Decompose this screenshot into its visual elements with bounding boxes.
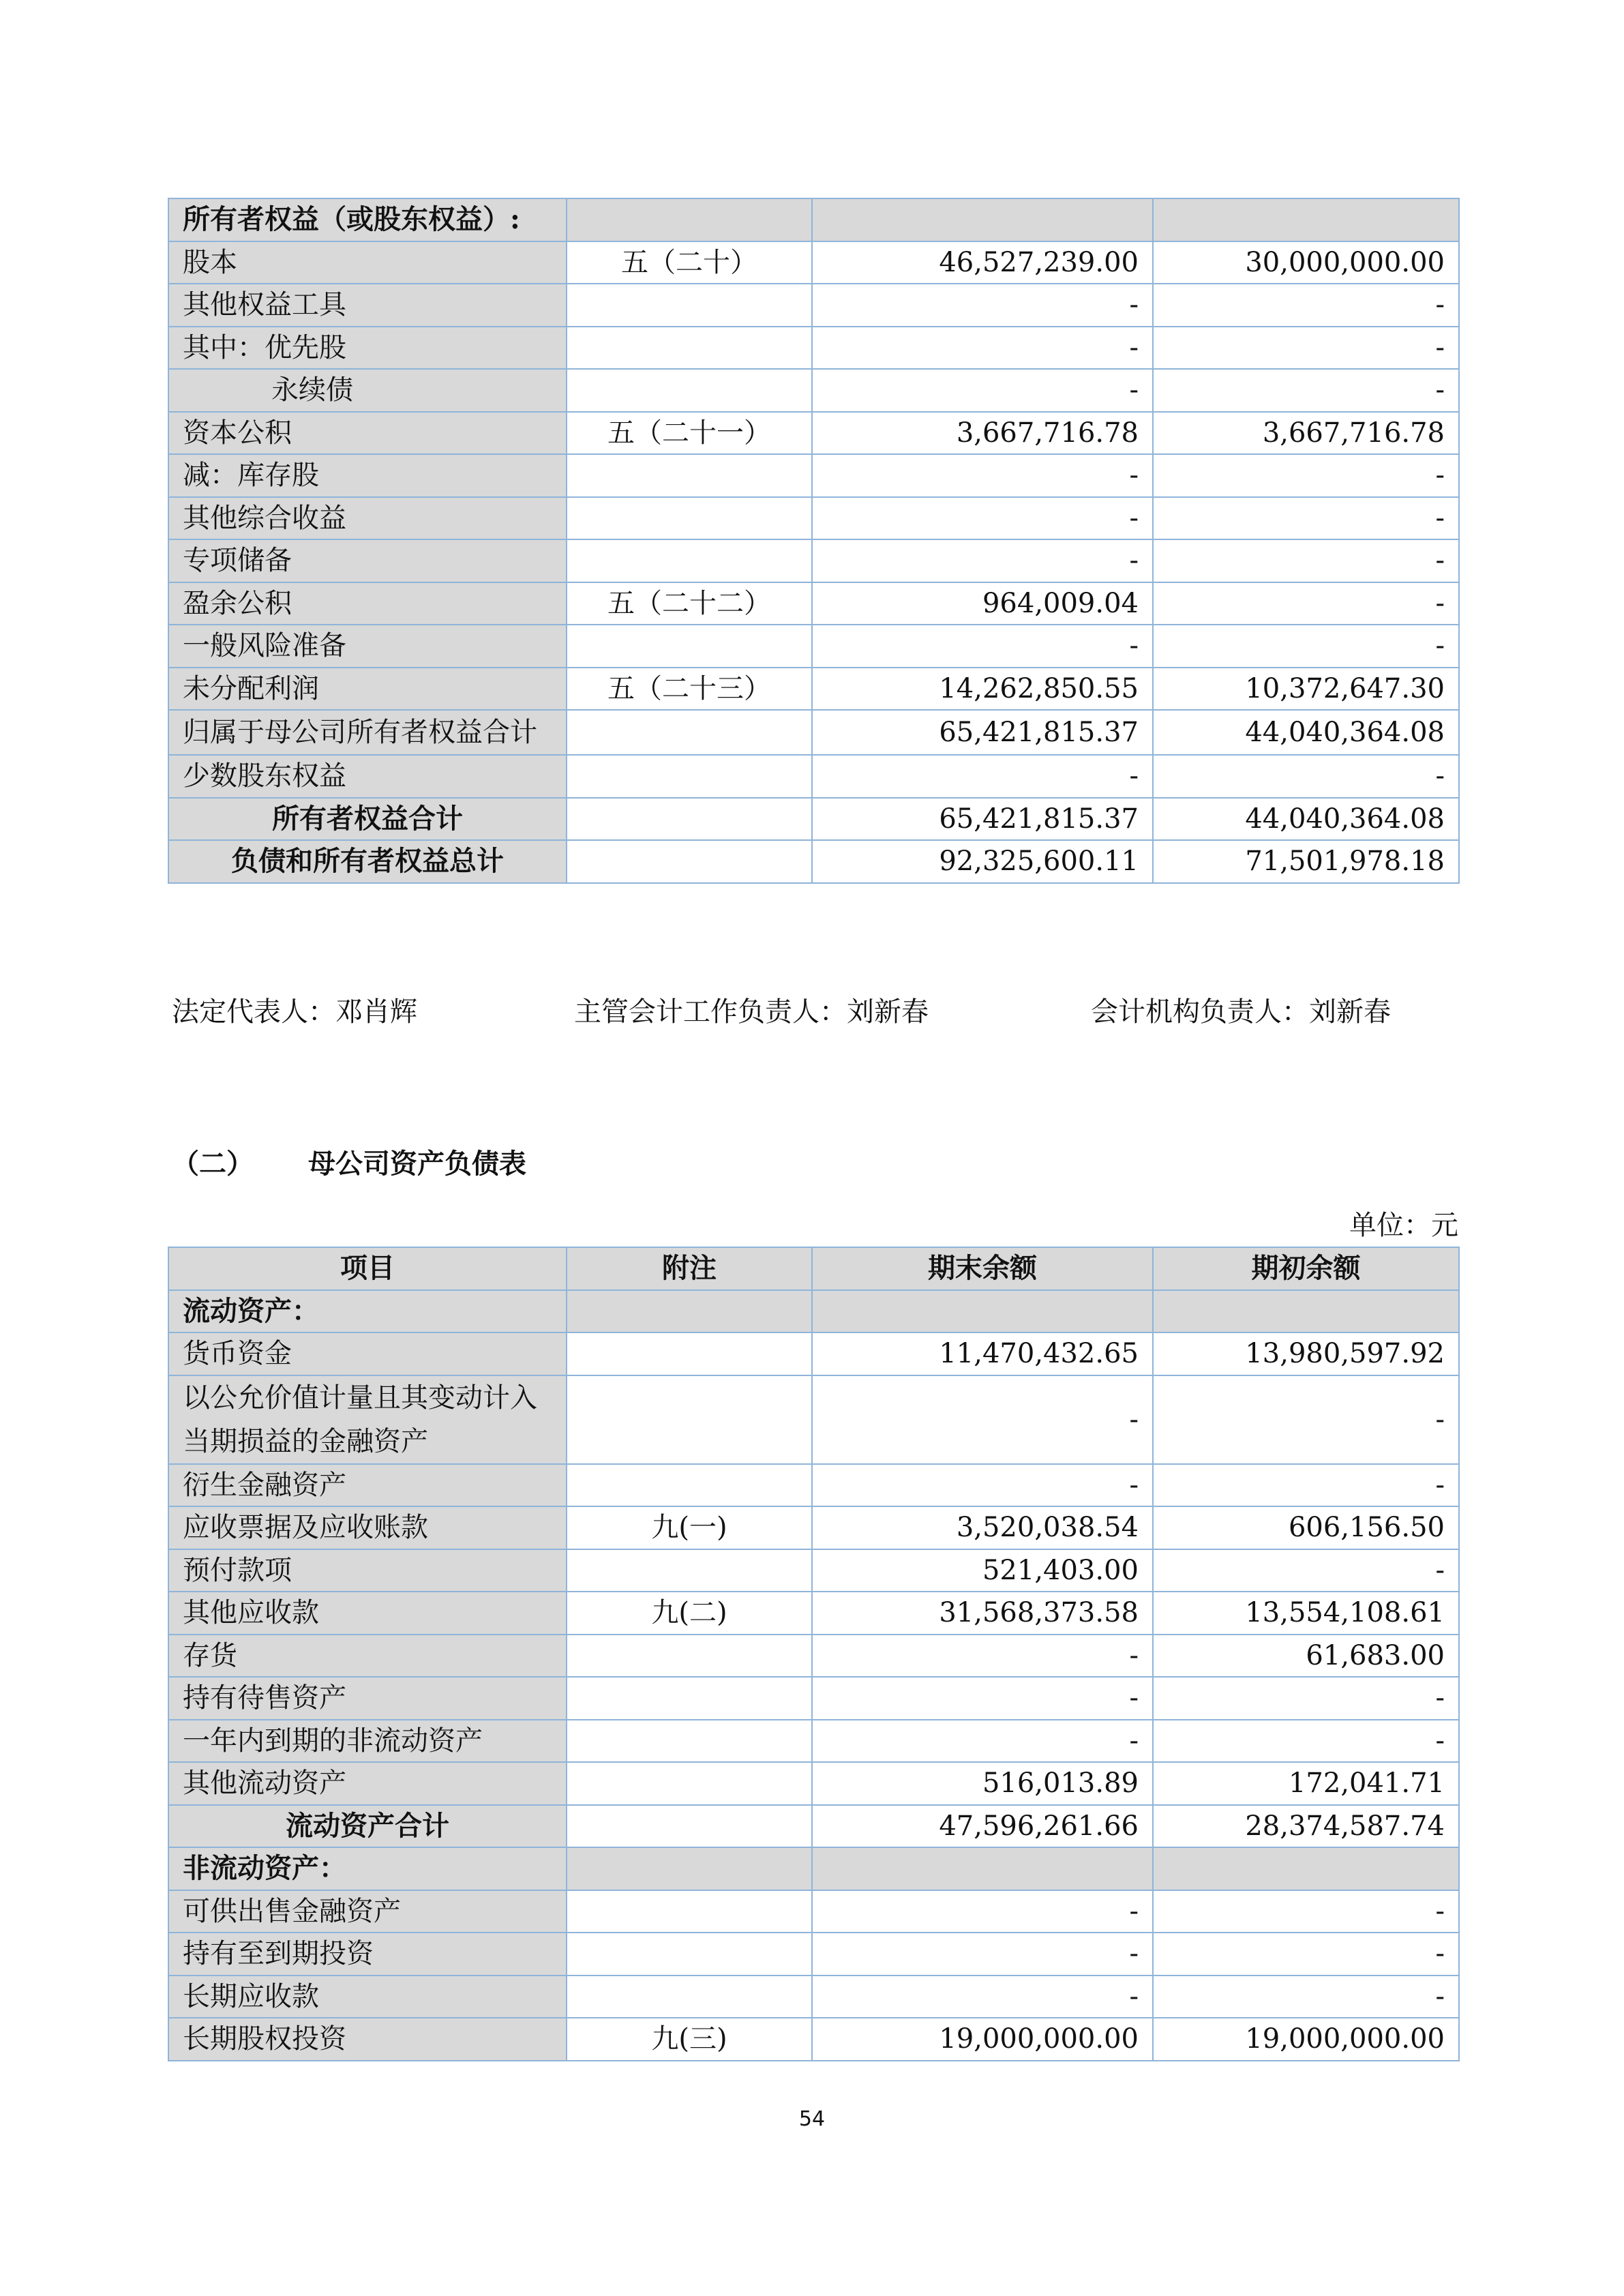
cell-item: 所有者权益（或股东权益）: [168, 198, 567, 241]
cell-end: - [812, 1890, 1153, 1933]
header-begin-balance: 期初余额 [1153, 1247, 1459, 1290]
table-row [168, 755, 1459, 798]
cell-item: 以公允价值计量且其变动计入当期损益的金融资产 [168, 1375, 567, 1464]
cell-note [567, 1890, 812, 1933]
cell-end: - [812, 284, 1153, 327]
cell-note [567, 284, 812, 327]
cell-begin: - [1153, 1549, 1459, 1592]
cell-item: 归属于母公司所有者权益合计 [168, 710, 567, 755]
cell-item: 少数股东权益 [168, 755, 567, 798]
cell-item: 持有至到期投资 [168, 1933, 567, 1976]
cell-item: 专项储备 [168, 539, 567, 582]
cell-item: 其中：优先股 [168, 327, 567, 370]
cell-begin: 19,000,000.00 [1153, 2018, 1459, 2061]
cell-end: - [812, 1464, 1153, 1507]
cell-begin: - [1153, 582, 1459, 625]
balance-sheet-table-body [168, 1290, 1459, 2061]
cell-end: - [812, 755, 1153, 798]
table-row [168, 1976, 1459, 2018]
cell-item: 资本公积 [168, 412, 567, 455]
equity-table-body [168, 198, 1459, 883]
cell-item: 一般风险准备 [168, 625, 567, 668]
cell-begin: 61,683.00 [1153, 1635, 1459, 1678]
table-row [168, 454, 1459, 497]
cell-begin: - [1153, 1933, 1459, 1976]
cell-end: - [812, 1635, 1153, 1678]
cell-item: 长期应收款 [168, 1976, 567, 2018]
table-row [168, 198, 1459, 241]
cell-note [567, 1290, 812, 1333]
cell-end: 31,568,373.58 [812, 1592, 1153, 1635]
cell-item: 持有待售资产 [168, 1677, 567, 1720]
header-note: 附注 [567, 1247, 812, 1290]
cell-note [567, 1933, 812, 1976]
table-row [168, 710, 1459, 755]
cell-item: 预付款项 [168, 1549, 567, 1592]
cell-begin: - [1153, 1464, 1459, 1507]
cell-end: 14,262,850.55 [812, 668, 1153, 711]
cell-item: 减：库存股 [168, 454, 567, 497]
table-header-row [168, 1247, 1459, 1290]
cell-end: 47,596,261.66 [812, 1805, 1153, 1848]
cell-note [567, 198, 812, 241]
cell-end: - [812, 327, 1153, 370]
cell-begin: - [1153, 1677, 1459, 1720]
accounting-head: 主管会计工作负责人：刘新春 [574, 996, 929, 1028]
table-row [168, 241, 1459, 284]
table-row [168, 412, 1459, 455]
cell-item: 可供出售金融资产 [168, 1890, 567, 1933]
cell-note [567, 1976, 812, 2018]
table-row [168, 1762, 1459, 1805]
cell-begin: - [1153, 454, 1459, 497]
cell-item: 非流动资产： [168, 1847, 567, 1890]
cell-begin: - [1153, 1976, 1459, 2018]
cell-begin: 30,000,000.00 [1153, 241, 1459, 284]
table-row [168, 1720, 1459, 1763]
section-heading [172, 1142, 526, 1181]
cell-item: 未分配利润 [168, 668, 567, 711]
cell-item: 衍生金融资产 [168, 1464, 567, 1507]
page-number: 54 [798, 2107, 826, 2131]
table-row [168, 1332, 1459, 1375]
section-number: （二） [172, 1148, 254, 1180]
cell-end: - [812, 1933, 1153, 1976]
cell-begin: 606,156.50 [1153, 1506, 1459, 1549]
cell-note [567, 1332, 812, 1375]
cell-end: - [812, 369, 1153, 412]
table-row [168, 1290, 1459, 1333]
cell-note: 九(一) [567, 1506, 812, 1549]
cell-begin: - [1153, 369, 1459, 412]
cell-begin: - [1153, 539, 1459, 582]
cell-item: 长期股权投资 [168, 2018, 567, 2061]
cell-note [567, 369, 812, 412]
cell-item: 一年内到期的非流动资产 [168, 1720, 567, 1763]
header-end-balance: 期末余额 [812, 1247, 1153, 1290]
cell-begin: - [1153, 755, 1459, 798]
cell-begin: 10,372,647.30 [1153, 668, 1459, 711]
cell-note: 五（二十一） [567, 412, 812, 455]
cell-end: - [812, 497, 1153, 540]
cell-item: 盈余公积 [168, 582, 567, 625]
cell-note [567, 1720, 812, 1763]
cell-note [567, 710, 812, 755]
cell-end: - [812, 1677, 1153, 1720]
cell-note [567, 755, 812, 798]
table-row [168, 1805, 1459, 1848]
cell-begin: 44,040,364.08 [1153, 798, 1459, 841]
cell-item: 永续债 [168, 369, 567, 412]
cell-note [567, 539, 812, 582]
cell-note [567, 1464, 812, 1507]
cell-end: 516,013.89 [812, 1762, 1153, 1805]
cell-end: - [812, 625, 1153, 668]
cell-item: 其他权益工具 [168, 284, 567, 327]
table-row [168, 1375, 1459, 1464]
cell-note [567, 1847, 812, 1890]
table-row [168, 1549, 1459, 1592]
cell-note: 五（二十二） [567, 582, 812, 625]
table-row [168, 1677, 1459, 1720]
unit-label: 单位：元 [1349, 1210, 1458, 1241]
cell-end: - [812, 1375, 1153, 1464]
cell-end: 11,470,432.65 [812, 1332, 1153, 1375]
table-row [168, 1592, 1459, 1635]
table-row [168, 840, 1459, 883]
cell-begin: 13,554,108.61 [1153, 1592, 1459, 1635]
cell-begin: 172,041.71 [1153, 1762, 1459, 1805]
cell-note [567, 1677, 812, 1720]
cell-end: 521,403.00 [812, 1549, 1153, 1592]
cell-item: 负债和所有者权益总计 [168, 840, 567, 883]
cell-end: - [812, 539, 1153, 582]
table-row [168, 668, 1459, 711]
cell-item: 应收票据及应收账款 [168, 1506, 567, 1549]
cell-end: - [812, 1976, 1153, 2018]
cell-begin: - [1153, 1720, 1459, 1763]
cell-item: 货币资金 [168, 1332, 567, 1375]
cell-note [567, 327, 812, 370]
cell-note [567, 798, 812, 841]
cell-note [567, 1805, 812, 1848]
table-row [168, 1933, 1459, 1976]
cell-begin [1153, 1847, 1459, 1890]
cell-begin: 44,040,364.08 [1153, 710, 1459, 755]
cell-note [567, 1635, 812, 1678]
cell-end: 46,527,239.00 [812, 241, 1153, 284]
cell-note [567, 497, 812, 540]
cell-begin: - [1153, 284, 1459, 327]
cell-begin: 3,667,716.78 [1153, 412, 1459, 455]
header-item: 项目 [168, 1247, 567, 1290]
accounting-org-head: 会计机构负责人：刘新春 [1091, 996, 1391, 1028]
cell-item: 其他应收款 [168, 1592, 567, 1635]
table-row [168, 798, 1459, 841]
cell-note [567, 840, 812, 883]
cell-note [567, 625, 812, 668]
cell-begin: 71,501,978.18 [1153, 840, 1459, 883]
cell-end: - [812, 454, 1153, 497]
cell-begin: - [1153, 1375, 1459, 1464]
cell-end [812, 1290, 1153, 1333]
cell-item: 所有者权益合计 [168, 798, 567, 841]
cell-note: 九(二) [567, 1592, 812, 1635]
table-row [168, 539, 1459, 582]
table-row [168, 327, 1459, 370]
cell-end: 964,009.04 [812, 582, 1153, 625]
table-row [168, 2018, 1459, 2061]
cell-begin: - [1153, 497, 1459, 540]
cell-item: 其他综合收益 [168, 497, 567, 540]
equity-table [168, 198, 1460, 884]
cell-note: 五（二十三） [567, 668, 812, 711]
cell-begin: - [1153, 1890, 1459, 1933]
table-row [168, 625, 1459, 668]
cell-note [567, 454, 812, 497]
cell-end [812, 198, 1153, 241]
table-row [168, 497, 1459, 540]
table-row [168, 1847, 1459, 1890]
balance-sheet-table [168, 1247, 1460, 2061]
cell-end: 3,667,716.78 [812, 412, 1153, 455]
cell-begin: - [1153, 625, 1459, 668]
cell-item: 流动资产： [168, 1290, 567, 1333]
table-row [168, 1635, 1459, 1678]
cell-end: 19,000,000.00 [812, 2018, 1153, 2061]
cell-item: 流动资产合计 [168, 1805, 567, 1848]
table-row [168, 1464, 1459, 1507]
legal-representative: 法定代表人：邓肖辉 [172, 996, 417, 1028]
cell-item: 存货 [168, 1635, 567, 1678]
cell-begin [1153, 198, 1459, 241]
table-row [168, 582, 1459, 625]
cell-end: - [812, 1720, 1153, 1763]
table-row [168, 284, 1459, 327]
cell-end: 3,520,038.54 [812, 1506, 1153, 1549]
section-title: 母公司资产负债表 [308, 1148, 526, 1180]
cell-note [567, 1762, 812, 1805]
cell-begin [1153, 1290, 1459, 1333]
cell-end: 65,421,815.37 [812, 710, 1153, 755]
table-row [168, 369, 1459, 412]
cell-begin: 13,980,597.92 [1153, 1332, 1459, 1375]
cell-note: 九(三) [567, 2018, 812, 2061]
table-row [168, 1890, 1459, 1933]
cell-begin: 28,374,587.74 [1153, 1805, 1459, 1848]
cell-end: 65,421,815.37 [812, 798, 1153, 841]
table-row [168, 1506, 1459, 1549]
cell-note [567, 1549, 812, 1592]
cell-item: 股本 [168, 241, 567, 284]
cell-note: 五（二十） [567, 241, 812, 284]
cell-note [567, 1375, 812, 1464]
cell-end [812, 1847, 1153, 1890]
cell-begin: - [1153, 327, 1459, 370]
cell-item: 其他流动资产 [168, 1762, 567, 1805]
cell-end: 92,325,600.11 [812, 840, 1153, 883]
